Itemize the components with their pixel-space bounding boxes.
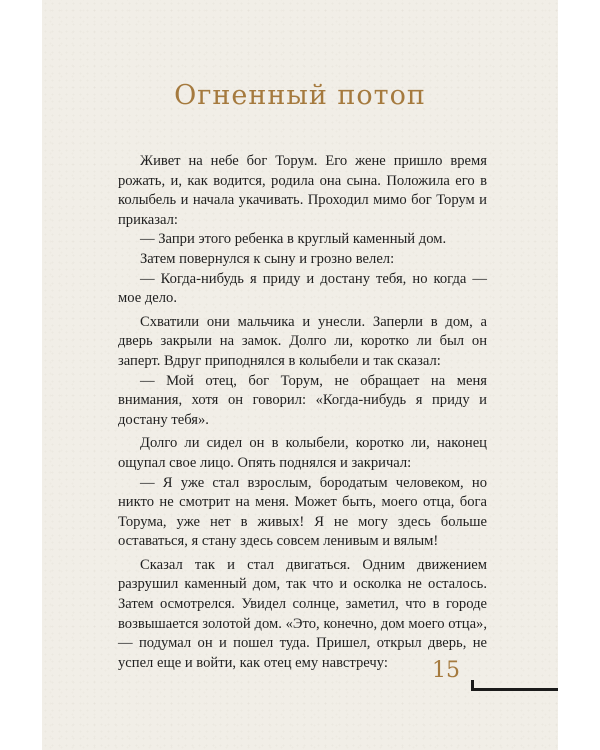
paragraph: Затем повернулся к сыну и грозно велел: xyxy=(140,250,395,267)
page-rule xyxy=(471,688,558,691)
paragraph: — Запри этого ребенка в круглый каменный дом. xyxy=(140,231,447,248)
book-page xyxy=(42,0,558,750)
paragraph: Долго ли сидел он в колыбели, коротко ли, наконец ощупал свое лицо. Опять поднялся и закричал: xyxy=(118,435,487,471)
paragraph: Сказал так и стал двигаться. Одним движением разрушил каменный дом, так что и осколка не осталось. Затем осмотрелся. Увидел солнце, заметил, что в городе возвышается золотой дом. «Это, конечно, дом моего отца», — подумал он и пошел туда. Пришел, открыл дверь, не успел еще и войти, как отец ему навстречу: xyxy=(118,556,487,671)
chapter-body xyxy=(118,152,487,673)
paragraph: — Когда-нибудь я приду и достану тебя, но когда — мое дело. xyxy=(118,270,487,307)
paragraph: Схватили они мальчика и унесли. Заперли в дом, а дверь закрыли на замок. Долго ли, коротко ли был он заперт. Вдруг приподнялся в колыбели и так сказал: xyxy=(118,313,487,369)
paragraph: Живет на небе бог Торум. Его жене пришло время рожать, и, как водится, родила она сына. Положила его в колыбель и начала укачивать. Проходил мимо бог Торум и приказал: xyxy=(118,153,487,228)
page-number: 15 xyxy=(432,658,460,683)
chapter-title: Огненный потоп xyxy=(174,80,426,111)
paragraph: — Мой отец, бог Торум, не обращает на меня внимания, хотя он говорил: «Когда-нибудь я приду и достану тебя». xyxy=(118,372,487,428)
paragraph: — Я уже стал взрослым, бородатым человеком, но никто не смотрит на меня. Может быть, моего отца, бога Торума, уже нет в живых! Я не могу здесь больше оставаться, я стану здесь совсем ленивым и вялым! xyxy=(118,474,487,550)
